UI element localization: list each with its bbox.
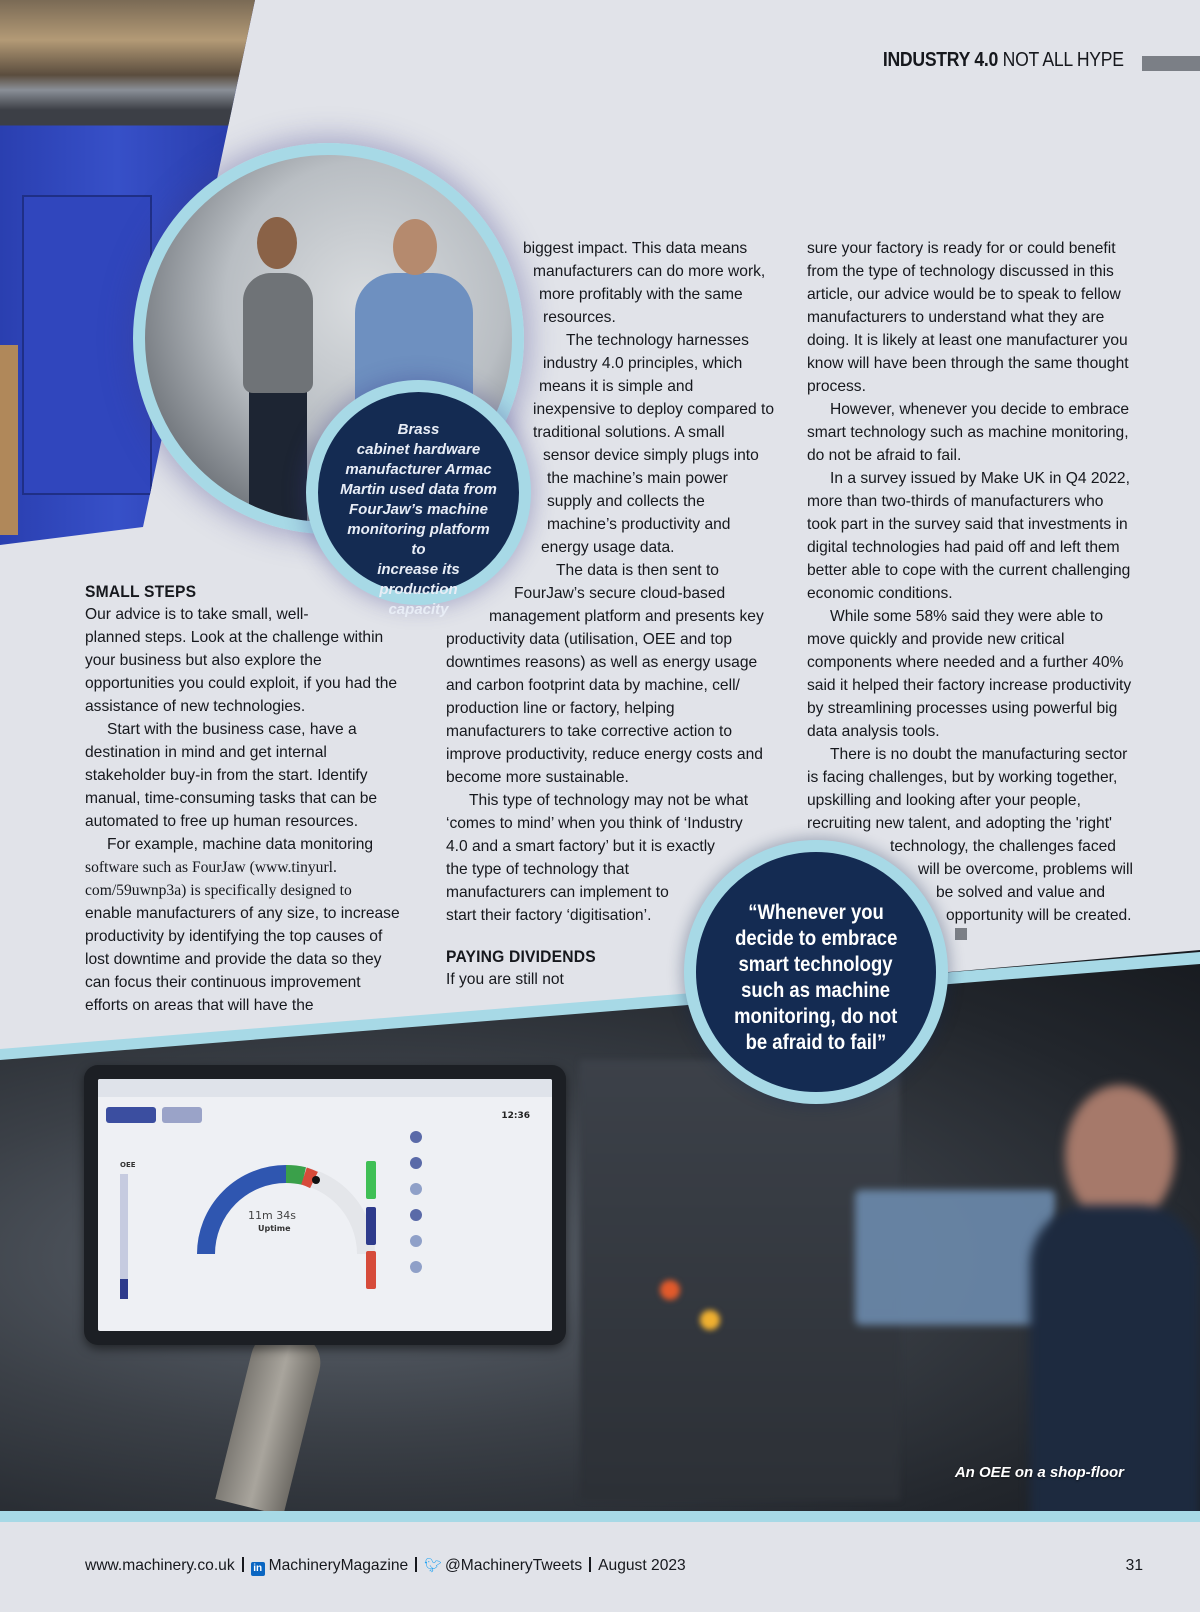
- paragraph-line: become more sustainable.: [446, 769, 629, 786]
- paragraph-line: production line or factory, helping: [446, 700, 675, 717]
- paragraph-line: 4.0 and a smart factory’ but it is exactly: [446, 838, 715, 855]
- paragraph-line: planned steps. Look at the challenge within: [85, 629, 384, 646]
- paragraph-line: productivity by identifying the top causes of: [85, 928, 383, 945]
- caption-line: monitoring platform to: [347, 521, 490, 558]
- quote-line: decide to embrace: [734, 927, 898, 950]
- paragraph-line: In a survey issued by Make UK in Q4 2022,: [830, 470, 1130, 487]
- paragraph-line: There is no doubt the manufacturing sector: [830, 746, 1128, 763]
- heading-paying-dividends: PAYING DIVIDENDS: [446, 947, 596, 966]
- paragraph-line: recruiting new talent, and adopting the 'right': [807, 815, 1113, 832]
- paragraph-line: traditional solutions. A small: [533, 424, 725, 441]
- paragraph-line: management platform and presents key: [489, 608, 764, 625]
- caption-line: Martin used data from: [340, 481, 497, 498]
- paragraph-line: from the type of technology discussed in this: [807, 263, 1114, 280]
- paragraph-line: However, whenever you decide to embrace: [830, 401, 1130, 418]
- caption-line: capacity: [388, 601, 449, 618]
- paragraph-line: The data is then sent to: [556, 562, 719, 579]
- paragraph-line: the type of technology that: [446, 861, 629, 878]
- paragraph-line: sure your factory is ready for or could benefit: [807, 240, 1116, 257]
- paragraph-line: improve productivity, reduce energy costs and: [446, 746, 763, 763]
- paragraph-line: manual, time-consuming tasks that can be: [85, 790, 378, 807]
- quote-line: such as machine: [741, 979, 891, 1002]
- paragraph-line: Start with the business case, have a: [107, 721, 357, 738]
- paragraph-line: said it helped their factory increase productivity: [807, 677, 1132, 694]
- heading-small-steps: SMALL STEPS: [85, 582, 197, 601]
- paragraph-line: process.: [807, 378, 866, 395]
- paragraph-line: your business but also explore the: [85, 652, 322, 669]
- column-1: [85, 580, 420, 1017]
- paragraph-line: start their factory ‘digitisation’.: [446, 907, 652, 924]
- paragraph-line: more profitably with the same: [539, 286, 743, 303]
- paragraph-line: opportunity will be created.: [946, 907, 1132, 924]
- paragraph-line: will be overcome, problems will: [918, 861, 1133, 878]
- paragraph-line: do not be afraid to fail.: [807, 447, 962, 464]
- page-number: 31: [1125, 1557, 1143, 1574]
- quote-line: “Whenever you: [748, 901, 884, 924]
- activity-tab: [162, 1107, 202, 1123]
- wooden-pallet: [0, 345, 18, 535]
- quote-line: smart technology: [738, 953, 894, 976]
- section-header: [883, 49, 1124, 72]
- paragraph-line: biggest impact. This data means: [523, 240, 748, 257]
- oee-label: OEE: [120, 1161, 136, 1169]
- paragraph-line: lost downtime and provide the data so they: [85, 951, 382, 968]
- pull-quote: [684, 840, 948, 1104]
- paragraph-line: economic conditions.: [807, 585, 953, 602]
- paragraph-line: technology, the challenges faced: [890, 838, 1116, 855]
- paragraph-line: opportunities you could exploit, if you had the: [85, 675, 398, 692]
- paragraph-line: While some 58% said they were able to: [830, 608, 1104, 625]
- paragraph-line: manufacturers to take corrective action to: [446, 723, 733, 740]
- caption-line: manufacturer Armac: [345, 461, 492, 478]
- uptime-gauge: [186, 1154, 386, 1331]
- paragraph-line: by streamlining processes using powerful big: [807, 700, 1118, 717]
- paragraph-line: ‘comes to mind’ when you think of ‘Industry: [446, 815, 743, 832]
- paragraph-line: This type of technology may not be what: [469, 792, 749, 809]
- article-end-mark: [955, 928, 967, 940]
- paragraph-line: software such as FourJaw (www.tinyurl.: [85, 859, 337, 876]
- tablet-screen: [98, 1079, 552, 1331]
- quote-line: be afraid to fail”: [745, 1031, 887, 1054]
- paragraph-line: the machine’s main power: [547, 470, 728, 487]
- paragraph-line: digital technologies had paid off and left them: [807, 539, 1120, 556]
- paragraph-line: supply and collects the: [547, 493, 705, 510]
- uptime-duration: 11m 34s: [248, 1209, 296, 1222]
- paragraph-line: The technology harnesses: [566, 332, 749, 349]
- paragraph-line: For example, machine data monitoring: [107, 836, 374, 853]
- quote-line: monitoring, do not: [734, 1005, 898, 1028]
- accent-stripe-bottom: [0, 1511, 1200, 1522]
- caption-line: cabinet hardware: [356, 441, 481, 458]
- oee-tablet: [84, 1065, 566, 1345]
- paragraph-line: upskilling and looking after your people,: [807, 792, 1081, 809]
- bottom-photo-caption: An OEE on a shop-floor: [954, 1464, 1124, 1481]
- section-title-light: NOT ALL HYPE: [1002, 49, 1124, 71]
- paragraph-line: means it is simple and: [539, 378, 694, 395]
- paragraph-line: manufacturers to understand what they are: [807, 309, 1105, 326]
- paragraph-line: better able to cope with the current challenging: [807, 562, 1131, 579]
- paragraph-line: and carbon footprint data by machine, cell/: [446, 677, 740, 694]
- paragraph-line: enable manufacturers of any size, to increase: [85, 905, 400, 922]
- footer-website[interactable]: www.machinery.co.uk: [85, 1557, 235, 1574]
- paragraph-line: energy usage data.: [541, 539, 675, 556]
- paragraph-line: productivity data (utilisation, OEE and top: [446, 631, 733, 648]
- footer-date: August 2023: [598, 1557, 686, 1574]
- paragraph-line: assistance of new technologies.: [85, 698, 306, 715]
- paragraph-line: can focus their continuous improvement: [85, 974, 361, 991]
- paragraph-line: FourJaw’s secure cloud-based: [514, 585, 726, 602]
- paragraph-line: be solved and value and: [936, 884, 1106, 901]
- section-title-bold: INDUSTRY 4.0: [883, 49, 999, 71]
- paragraph-line: is facing challenges, but by working together,: [807, 769, 1118, 786]
- uptime-label: Uptime: [258, 1224, 291, 1233]
- paragraph-line: doing. It is likely at least one manufacturer you: [807, 332, 1128, 349]
- linkedin-icon: in: [251, 1562, 265, 1576]
- paragraph-line: smart technology such as machine monitoring,: [807, 424, 1129, 441]
- caption-line: increase its production: [377, 561, 460, 598]
- paragraph-line: com/59uwnp3a) is specifically designed to: [85, 882, 352, 899]
- paragraph-line: industry 4.0 principles, which: [543, 355, 743, 372]
- paragraph-line: resources.: [543, 309, 616, 326]
- paragraph-line: machine’s productivity and: [547, 516, 731, 533]
- paragraph-line: manufacturers can implement to: [446, 884, 669, 901]
- header-accent-bar: [1142, 56, 1200, 71]
- paragraph-line: move quickly and provide new critical: [807, 631, 1065, 648]
- paragraph-line: more than two-thirds of manufacturers who: [807, 493, 1104, 510]
- paragraph-line: data analysis tools.: [807, 723, 940, 740]
- paragraph-line: efforts on areas that will have the: [85, 997, 314, 1014]
- paragraph-line: components where needed and a further 40%: [807, 654, 1124, 671]
- paragraph-line: inexpensive to deploy compared to: [533, 401, 774, 418]
- dashboard-tab: [106, 1107, 156, 1123]
- photo-caption-circle: [306, 380, 531, 618]
- footer-linkedin[interactable]: MachineryMagazine: [268, 1557, 409, 1574]
- paragraph-line: sensor device simply plugs into: [543, 447, 759, 464]
- twitter-icon: 🐦︎: [424, 1557, 442, 1573]
- footer: [85, 1557, 686, 1576]
- column-1-text: [85, 603, 420, 1017]
- paragraph-line: took part in the survey said that investments in: [807, 516, 1128, 533]
- paragraph-line: Our advice is to take small, well-: [85, 606, 309, 623]
- paragraph-line: automated to free up human resources.: [85, 813, 359, 830]
- tablet-clock: 12:36: [501, 1111, 530, 1121]
- paragraph-line: article, our advice would be to speak to fellow: [807, 286, 1121, 303]
- paragraph-line: know will have been through the same thought: [807, 355, 1129, 372]
- paragraph-line: If you are still not: [446, 971, 564, 988]
- paragraph-line: manufacturers can do more work,: [533, 263, 766, 280]
- caption-line: Brass: [397, 421, 440, 438]
- paragraph-line: destination in mind and get internal: [85, 744, 327, 761]
- caption-line: FourJaw’s machine: [349, 501, 488, 518]
- footer-twitter[interactable]: @MachineryTweets: [444, 1557, 583, 1574]
- paragraph-line: stakeholder buy-in from the start. Identify: [85, 767, 368, 784]
- paragraph-line: downtimes reasons) as well as energy usage: [446, 654, 758, 671]
